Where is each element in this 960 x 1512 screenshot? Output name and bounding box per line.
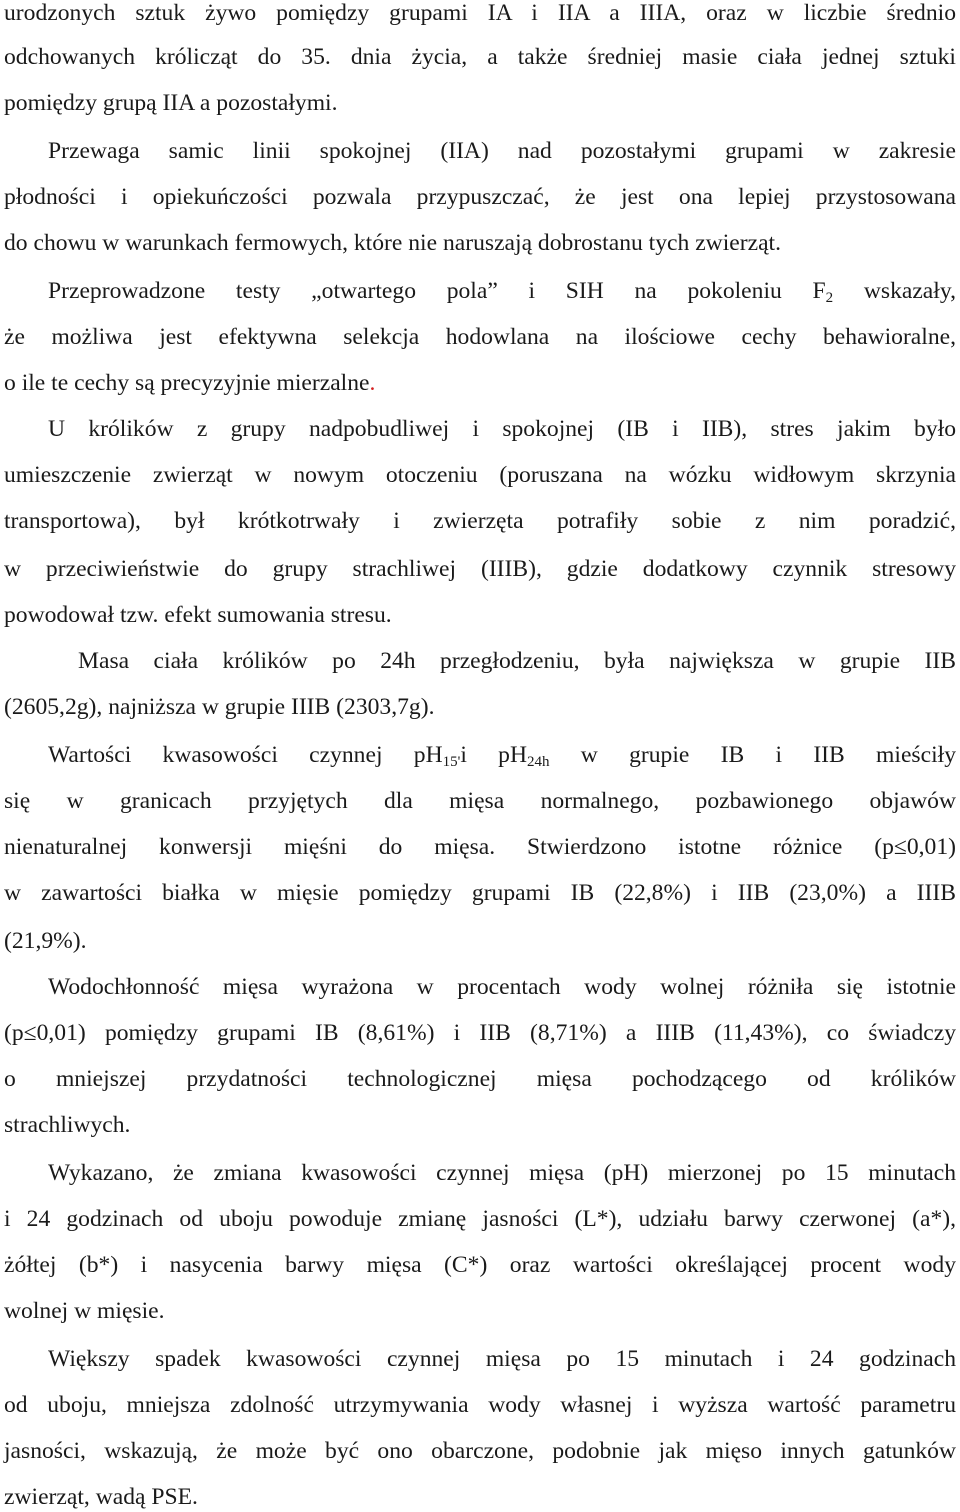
text-line: w przeciwieństwie do grupy strachliwej (IIIB), gdzie dodatkowy czynnik stresowy [4,556,956,582]
text-line: się w granicach przyjętych dla mięsa normalnego, pozbawionego objawów [4,788,956,814]
text-line: żółtej (b*) i nasycenia barwy mięsa (C*) oraz wartości określającej procent wody [4,1252,956,1278]
text-line: umieszczenie zwierząt w nowym otoczeniu (poruszana na wózku widłowym skrzynia [4,462,956,488]
text-line: pomiędzy grupą IIA a pozostałymi. [4,90,338,116]
text-segment: i pH [460,742,527,768]
subscript: 24h [527,754,550,770]
text-line: że możliwa jest efektywna selekcja hodowlana na ilościowe cechy behawioralne, [4,324,956,350]
text-line: w zawartości białka w mięsie pomiędzy grupami IB (22,8%) i IIB (23,0%) a IIIB [4,880,956,906]
text-segment: Przeprowadzone testy „otwartego pola” i SIH na pokoleniu F [48,278,826,304]
text-line: do chowu w warunkach fermowych, które nie naruszają dobrostanu tych zwierząt. [4,230,781,256]
text-line: płodności i opiekuńczości pozwala przypuszczać, że jest ona lepiej przystosowana [4,184,956,210]
text-line: Wykazano, że zmiana kwasowości czynnej mięsa (pH) mierzonej po 15 minutach [48,1160,956,1186]
text-line: od uboju, mniejsza zdolność utrzymywania wody własnej i wyższa wartość parametru [4,1392,956,1418]
text-line: powodował tzw. efekt sumowania stresu. [4,602,392,628]
text-line [48,276,956,306]
text-line: (21,9%). [4,928,87,954]
subscript: 15' [442,754,461,770]
text-line [48,740,956,770]
text-line: (2605,2g), najniższa w grupie IIIB (2303,7g). [4,694,435,720]
text-segment: w grupie IB i IIB mieściły [549,742,956,768]
text-line: Masa ciała królików po 24h przegłodzeniu, była największa w grupie IIB [78,648,956,674]
text-line: i 24 godzinach od uboju powoduje zmianę jasności (L*), udziału barwy czerwonej (a*), [4,1206,956,1232]
subscript: 2 [825,290,834,306]
text-line: transportowa), był krótkotrwały i zwierzęta potrafiły sobie z nim poradzić, [4,508,956,534]
text-line: Przewaga samic linii spokojnej (IIA) nad pozostałymi grupami w zakresie [48,138,956,164]
trailing-mark: . [369,370,376,396]
text-segment: Wartości kwasowości czynnej pH [48,742,443,768]
text-line: jasności, wskazują, że może być ono obarczone, podobnie jak mięso innych gatunków [4,1438,956,1464]
text-segment: wskazały, [833,278,956,304]
text-line: nienaturalnej konwersji mięśni do mięsa. Stwierdzono istotne różnice (p≤0,01) [4,834,956,860]
text-line: (p≤0,01) pomiędzy grupami IB (8,61%) i IIB (8,71%) a IIIB (11,43%), co świadczy [4,1020,956,1046]
text-line: o mniejszej przydatności technologicznej mięsa pochodzącego od królików [4,1066,956,1092]
text-line: zwierząt, wadą PSE. [4,1484,198,1510]
text-line: odchowanych królicząt do 35. dnia życia, a także średniej masie ciała jednej sztuki [4,44,956,70]
text-line: strachliwych. [4,1112,131,1138]
text-line: wolnej w mięsie. [4,1298,165,1324]
text-line: Wodochłonność mięsa wyrażona w procentach wody wolnej różniła się istotnie [48,974,956,1000]
text-line: urodzonych sztuk żywo pomiędzy grupami IA i IIA a IIIA, oraz w liczbie średnio [4,0,956,26]
text-line: U królików z grupy nadpobudliwej i spokojnej (IB i IIB), stres jakim było [48,416,956,442]
text-line [4,368,956,398]
text-line: Większy spadek kwasowości czynnej mięsa po 15 minutach i 24 godzinach [48,1346,956,1372]
text-segment: o ile te cechy są precyzyjnie mierzalne [4,370,370,396]
